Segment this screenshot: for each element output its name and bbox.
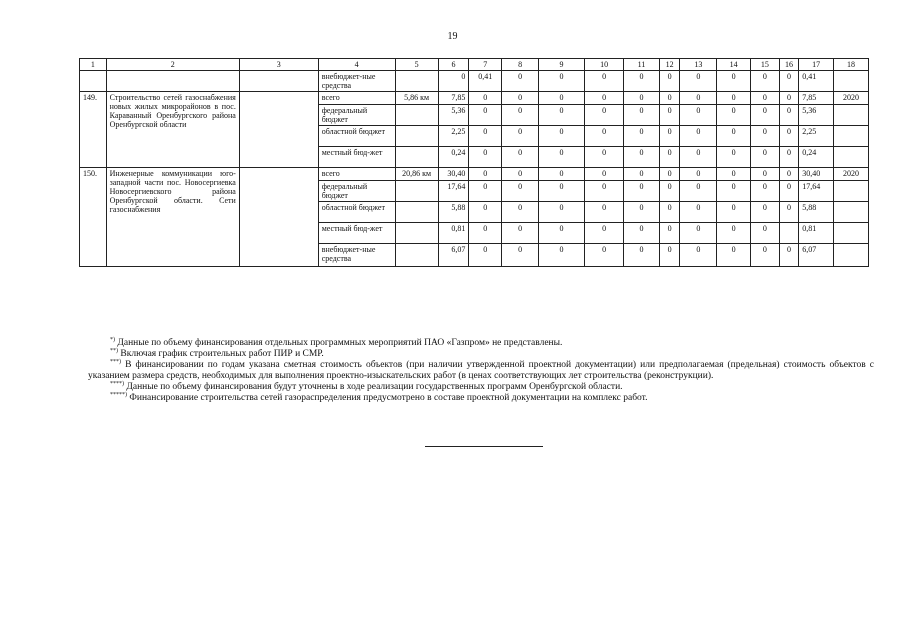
value-cell: 0 <box>659 168 679 181</box>
project-name-cell: Инженерные коммуникации юго-западной части пос. Новосергиевка Новосергиевского района Оренбургской области. Сети газоснабжения <box>106 168 239 267</box>
column-number: 8 <box>502 59 539 71</box>
column-number: 14 <box>717 59 751 71</box>
year-cell <box>834 244 869 267</box>
table-header-row <box>80 59 869 71</box>
page-number: 19 <box>447 31 458 42</box>
value-cell: 0 <box>502 147 539 168</box>
value-cell: 0 <box>469 92 502 105</box>
value-cell: 0 <box>585 168 624 181</box>
capacity-cell <box>395 202 438 223</box>
capacity-cell <box>395 244 438 267</box>
value-cell: 0 <box>624 105 660 126</box>
value-cell: 0 <box>659 181 679 202</box>
row-number-cell <box>80 71 107 92</box>
footnotes <box>88 338 874 404</box>
value-cell: 0 <box>717 202 751 223</box>
table-cell <box>239 168 318 267</box>
value-cell: 0,41 <box>469 71 502 92</box>
value-cell: 5,36 <box>799 105 834 126</box>
value-cell: 0 <box>751 168 780 181</box>
financing-table <box>79 58 869 267</box>
value-cell: 0 <box>751 244 780 267</box>
value-cell: 0,24 <box>799 147 834 168</box>
value-cell: 0,24 <box>438 147 469 168</box>
column-number: 5 <box>395 59 438 71</box>
value-cell: 0 <box>539 223 585 244</box>
funding-source-cell: всего <box>318 92 395 105</box>
value-cell: 0 <box>680 181 717 202</box>
capacity-cell <box>395 147 438 168</box>
value-cell: 2,25 <box>799 126 834 147</box>
value-cell: 0 <box>624 244 660 267</box>
value-cell: 0 <box>585 244 624 267</box>
funding-source-cell: внебюджет-ные средства <box>318 244 395 267</box>
table-row <box>80 92 869 105</box>
footnote-3: ***) В финансировании по годам указана сметная стоимость объектов (при наличии утвержденной проектной документации) или предполагаемая (предельная) стоимость объектов с указанием размера средств, необходимых для выполнения проектно-изыскательских работ (в ценах соответствующих лет строительства (реконструкции). <box>88 358 874 381</box>
column-number: 12 <box>659 59 679 71</box>
column-number: 2 <box>106 59 239 71</box>
row-number-cell: 149. <box>80 92 107 168</box>
value-cell: 0 <box>539 168 585 181</box>
value-cell: 0 <box>717 181 751 202</box>
year-cell <box>834 71 869 92</box>
year-cell <box>834 181 869 202</box>
value-cell: 0,81 <box>438 223 469 244</box>
value-cell: 0 <box>502 202 539 223</box>
funding-source-cell: областной бюджет <box>318 126 395 147</box>
value-cell: 0 <box>502 71 539 92</box>
value-cell: 0 <box>659 244 679 267</box>
column-number: 11 <box>624 59 660 71</box>
value-cell: 0 <box>469 244 502 267</box>
value-cell: 0 <box>717 223 751 244</box>
value-cell: 0,41 <box>799 71 834 92</box>
value-cell: 0 <box>680 202 717 223</box>
value-cell: 0 <box>502 126 539 147</box>
value-cell: 0 <box>585 92 624 105</box>
value-cell: 0 <box>469 181 502 202</box>
value-cell: 0 <box>539 202 585 223</box>
value-cell: 17,64 <box>438 181 469 202</box>
value-cell: 0 <box>717 147 751 168</box>
value-cell: 0 <box>502 223 539 244</box>
value-cell: 0 <box>717 92 751 105</box>
funding-source-cell: федеральный бюджет <box>318 105 395 126</box>
value-cell: 0 <box>717 244 751 267</box>
value-cell: 0 <box>779 71 798 92</box>
funding-source-cell: местный бюд-жет <box>318 147 395 168</box>
funding-source-cell: федеральный бюджет <box>318 181 395 202</box>
value-cell: 0 <box>469 223 502 244</box>
value-cell: 0 <box>539 71 585 92</box>
table-row <box>80 168 869 181</box>
value-cell: 30,40 <box>438 168 469 181</box>
capacity-cell <box>395 181 438 202</box>
value-cell: 0 <box>680 168 717 181</box>
funding-source-cell: всего <box>318 168 395 181</box>
value-cell: 0 <box>779 168 798 181</box>
footnote-1: *) Данные по объему финансирования отдельных программных мероприятий ПАО «Газпром» не представлены. <box>110 336 563 348</box>
value-cell: 0 <box>779 147 798 168</box>
value-cell: 0 <box>624 126 660 147</box>
value-cell: 0 <box>502 244 539 267</box>
value-cell: 2,25 <box>438 126 469 147</box>
column-number: 18 <box>834 59 869 71</box>
value-cell: 0 <box>539 126 585 147</box>
column-number: 16 <box>779 59 798 71</box>
value-cell: 0 <box>751 126 780 147</box>
value-cell: 0 <box>751 92 780 105</box>
capacity-cell <box>395 126 438 147</box>
value-cell: 0 <box>659 126 679 147</box>
value-cell: 0 <box>624 92 660 105</box>
value-cell: 0 <box>659 147 679 168</box>
value-cell: 0 <box>624 168 660 181</box>
year-cell <box>834 105 869 126</box>
value-cell: 0 <box>438 71 469 92</box>
table-row <box>80 71 869 92</box>
value-cell <box>779 223 798 244</box>
value-cell: 0 <box>502 168 539 181</box>
value-cell: 30,40 <box>799 168 834 181</box>
value-cell: 17,64 <box>799 181 834 202</box>
column-number: 3 <box>239 59 318 71</box>
value-cell: 0 <box>539 181 585 202</box>
column-number: 6 <box>438 59 469 71</box>
value-cell: 0 <box>585 105 624 126</box>
value-cell: 6,07 <box>438 244 469 267</box>
value-cell: 0 <box>469 105 502 126</box>
value-cell: 0 <box>585 71 624 92</box>
footnote-2: **) Включая график строительных работ ПИР и СМР. <box>110 347 324 359</box>
value-cell: 0 <box>539 105 585 126</box>
value-cell: 0 <box>779 244 798 267</box>
value-cell: 0 <box>502 92 539 105</box>
column-number: 9 <box>539 59 585 71</box>
footnote-5: *****) Финансирование строительства сетей газораспределения предусмотрено в составе проектной документации на комплекс работ. <box>110 391 648 403</box>
value-cell: 0 <box>502 105 539 126</box>
value-cell: 0 <box>751 181 780 202</box>
value-cell: 0 <box>624 147 660 168</box>
value-cell: 0 <box>659 105 679 126</box>
value-cell: 0 <box>680 105 717 126</box>
value-cell: 0 <box>469 147 502 168</box>
value-cell: 7,85 <box>799 92 834 105</box>
value-cell: 0 <box>585 202 624 223</box>
value-cell: 0 <box>717 126 751 147</box>
year-cell <box>834 147 869 168</box>
capacity-cell <box>395 223 438 244</box>
value-cell: 0 <box>680 126 717 147</box>
year-cell: 2020 <box>834 92 869 105</box>
value-cell: 0 <box>751 71 780 92</box>
value-cell: 0 <box>680 223 717 244</box>
year-cell <box>834 223 869 244</box>
value-cell: 0 <box>680 244 717 267</box>
value-cell: 0 <box>659 202 679 223</box>
value-cell: 0 <box>585 223 624 244</box>
value-cell: 0 <box>659 92 679 105</box>
value-cell: 0 <box>585 147 624 168</box>
funding-source-cell: местный бюд-жет <box>318 223 395 244</box>
footnote-4: ****) Данные по объему финансирования будут уточнены в ходе реализации государственных программ Оренбургской области. <box>110 380 623 392</box>
column-number: 15 <box>751 59 780 71</box>
column-number: 7 <box>469 59 502 71</box>
value-cell: 0 <box>680 92 717 105</box>
value-cell: 0 <box>751 202 780 223</box>
value-cell: 0 <box>585 126 624 147</box>
value-cell: 0 <box>539 147 585 168</box>
value-cell: 0 <box>469 202 502 223</box>
value-cell: 0 <box>469 126 502 147</box>
year-cell <box>834 126 869 147</box>
value-cell: 0 <box>751 105 780 126</box>
row-number-cell: 150. <box>80 168 107 267</box>
value-cell: 5,88 <box>438 202 469 223</box>
value-cell: 0 <box>585 181 624 202</box>
value-cell: 0 <box>717 71 751 92</box>
value-cell: 0 <box>680 147 717 168</box>
value-cell: 0 <box>717 105 751 126</box>
value-cell: 0 <box>779 105 798 126</box>
table-cell <box>239 92 318 168</box>
column-number: 4 <box>318 59 395 71</box>
column-number: 1 <box>80 59 107 71</box>
value-cell: 0 <box>624 71 660 92</box>
value-cell: 5,36 <box>438 105 469 126</box>
value-cell: 0 <box>779 202 798 223</box>
separator-line <box>425 446 543 447</box>
value-cell: 0 <box>624 202 660 223</box>
funding-source-cell: внебюджет-ные средства <box>318 71 395 92</box>
value-cell: 0 <box>680 71 717 92</box>
year-cell <box>834 202 869 223</box>
year-cell: 2020 <box>834 168 869 181</box>
value-cell: 0 <box>779 92 798 105</box>
value-cell: 0 <box>539 92 585 105</box>
value-cell: 0,81 <box>799 223 834 244</box>
value-cell: 0 <box>624 223 660 244</box>
value-cell: 0 <box>779 181 798 202</box>
value-cell: 7,85 <box>438 92 469 105</box>
project-name-cell: Строительство сетей газоснабжения новых жилых микрорайонов в пос. Караванный Оренбургского района Оренбургской области <box>106 92 239 168</box>
column-number: 17 <box>799 59 834 71</box>
capacity-cell <box>395 71 438 92</box>
funding-source-cell: областной бюджет <box>318 202 395 223</box>
value-cell: 0 <box>539 244 585 267</box>
value-cell: 0 <box>659 71 679 92</box>
value-cell: 0 <box>624 181 660 202</box>
column-number: 10 <box>585 59 624 71</box>
value-cell: 0 <box>717 168 751 181</box>
value-cell: 0 <box>751 147 780 168</box>
value-cell: 5,88 <box>799 202 834 223</box>
value-cell: 6,07 <box>799 244 834 267</box>
capacity-cell: 5,86 км <box>395 92 438 105</box>
table-cell <box>239 71 318 92</box>
project-name-cell <box>106 71 239 92</box>
column-number: 13 <box>680 59 717 71</box>
capacity-cell: 20,86 км <box>395 168 438 181</box>
value-cell: 0 <box>751 223 780 244</box>
value-cell: 0 <box>502 181 539 202</box>
capacity-cell <box>395 105 438 126</box>
value-cell: 0 <box>659 223 679 244</box>
value-cell: 0 <box>779 126 798 147</box>
value-cell: 0 <box>469 168 502 181</box>
